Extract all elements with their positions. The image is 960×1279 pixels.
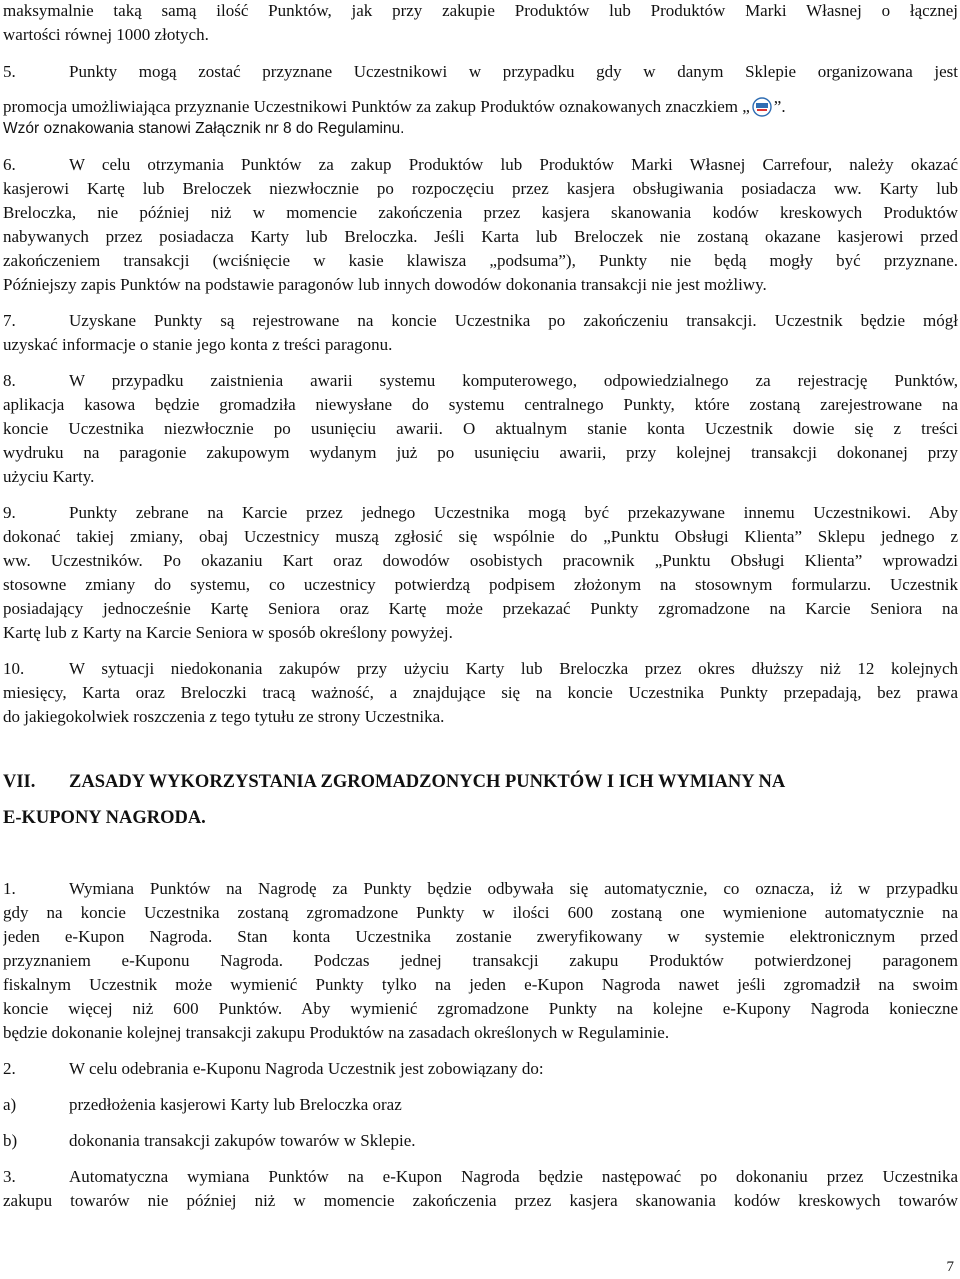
paragraph-8-line: koncie Uczestnika niezwłocznie po usunięciu awarii. O aktualnym stanie konta Uczestnik dowie się z treści: [3, 419, 958, 438]
paragraph-9-line: ww. Uczestników. Po okazaniu Kart oraz dowodów osobistych pracownik „Punktu Obsługi Klienta” wprowadzi: [3, 551, 958, 570]
paragraph-7-line: [3, 310, 958, 332]
paragraph-number: 9.: [3, 503, 16, 522]
list-item-b: [3, 1130, 958, 1152]
section-1-line: jeden e-Kupon Nagroda. Stan konta Uczestnika zostanie zweryfikowany w systemie elektronicznym przed: [3, 927, 958, 946]
text-line: maksymalnie taką samą ilość Punktów, jak przy zakupie Produktów lub Produktów Marki Własnej o łącznej: [3, 1, 958, 20]
paragraph-9-line: dokonać takiej zmiany, obaj Uczestnicy muszą zgłosić się wspólnie do „Punktu Obsługi Klienta” Sklepu jednego z: [3, 527, 958, 546]
text-span: ZASADY WYKORZYSTANIA ZGROMADZONYCH PUNKTÓW I ICH WYMIANY NA: [69, 772, 786, 792]
paragraph-10-line: do jakiegokolwiek roszczenia z tego tytułu ze strony Uczestnika.: [3, 707, 445, 726]
section-2-line: [3, 1058, 958, 1080]
page-number: 7: [946, 1259, 954, 1275]
paragraph-5-line: [3, 61, 958, 83]
text-span: Uzyskane Punkty są rejestrowane na koncie Uczestnika po zakończeniu transakcji. Uczestnik będzie mógł: [69, 311, 958, 330]
section-3-line: [3, 1166, 958, 1188]
paragraph-number: 7.: [3, 311, 16, 330]
list-item-a: [3, 1094, 958, 1116]
paragraph-10-line: miesięcy, Karta oraz Breloczki tracą ważność, a znajdujące się na koncie Uczestnika Punkty przepadają, bez prawa: [3, 683, 958, 702]
section-number: VII.: [3, 772, 36, 792]
section-1-line: koncie więcej niż 600 Punktów. Aby wymienić zgromadzone Punkty na kolejne e-Kupony Nagroda konieczne: [3, 999, 958, 1018]
paragraph-8-line: użyciu Karty.: [3, 467, 95, 486]
paragraph-8-line: [3, 370, 958, 392]
text-span: W sytuacji niedokonania zakupów przy użyciu Karty lub Breloczka przez okres dłuższy niż 12 kolejnych: [69, 659, 958, 678]
paragraph-8-line: aplikacja kasowa będzie gromadziła niewysłane do systemu centralnego Punkty, które zostaną zarejestrowane na: [3, 395, 958, 414]
paragraph-9-line: [3, 502, 958, 524]
section-1-line: będzie dokonanie kolejnej transakcji zakupu Produktów na zasadach określonych w Regulaminie.: [3, 1023, 670, 1042]
paragraph-number: 1.: [3, 879, 16, 898]
paragraph-6-line: Breloczka, nie później niż w momencie zakończenia przez kasjera skanowania kodów kreskowych Produktów: [3, 203, 958, 222]
paragraph-5-line: Wzór oznakowania stanowi Załącznik nr 8 do Regulaminu.: [3, 120, 405, 137]
list-label: b): [3, 1131, 18, 1150]
text-span: dokonania transakcji zakupów towarów w Sklepie.: [69, 1131, 416, 1150]
promo-mark-icon: [751, 97, 773, 117]
paragraph-number: 2.: [3, 1059, 16, 1078]
paragraph-6-line: zakończeniem transakcji (wciśnięcie w kasie klawisza „podsuma”), Punkty nie będą mogły być przyznane.: [3, 251, 958, 270]
section-1-line: [3, 878, 958, 900]
paragraph-6-line: kasjerowi Kartę lub Breloczek niezwłocznie po rozpoczęciu przez kasjera obsługiwania posiadacza ww. Karty lub: [3, 179, 958, 198]
paragraph-9-line: Kartę lub z Karty na Karcie Seniora w sposób określony powyżej.: [3, 623, 453, 642]
text-span: Automatyczna wymiana Punktów na e-Kupon Nagroda będzie następować po dokonaniu przez Uczestnika: [69, 1167, 958, 1186]
section-1-line: gdy na koncie Uczestnika zostaną zgromadzone Punkty w ilości 600 zostaną one wymienione automatycznie na: [3, 903, 958, 922]
text-span: przedłożenia kasjerowi Karty lub Breloczka oraz: [69, 1095, 402, 1114]
text-span: ”.: [773, 97, 786, 116]
paragraph-9-line: posiadający jednocześnie Kartę Seniora oraz Kartę może przekazać Punkty zgromadzone na Karcie Seniora na: [3, 599, 958, 618]
section-heading: [3, 770, 785, 794]
text-span: promocja umożliwiająca przyznanie Uczestnikowi Punktów za zakup Produktów oznakowanych znaczkiem „: [3, 97, 750, 116]
paragraph-9-line: stosowne zmiany do systemu, co uczestnicy potwierdzą podpisem złożonym na stosownym formularzu. Uczestnik: [3, 575, 958, 594]
section-heading: E-KUPONY NAGRODA.: [3, 808, 206, 828]
text-span: Punkty zebrane na Karcie przez jednego Uczestnika mogą być przekazywane innemu Uczestnikowi. Aby: [69, 503, 958, 522]
paragraph-number: 6.: [3, 155, 16, 174]
paragraph-number: 10.: [3, 659, 25, 678]
paragraph-6-line: [3, 154, 958, 176]
paragraph-8-line: wydruku na paragonie zakupowym wydanym już po usunięciu awarii, przy kolejnej transakcji dokonanej przy: [3, 443, 958, 462]
text-span: W przypadku zaistnienia awarii systemu komputerowego, odpowiedzialnego za rejestrację Punktów,: [69, 371, 958, 390]
section-3-line: zakupu towarów nie później niż w momencie zakończenia przez kasjera skanowania kodów kreskowych towarów: [3, 1191, 958, 1210]
paragraph-7-line: uzyskać informacje o stanie jego konta z treści paragonu.: [3, 335, 393, 354]
text-span: Punkty mogą zostać przyznane Uczestnikowi w przypadku gdy w danym Sklepie organizowana jest: [69, 62, 958, 81]
text-span: W celu otrzymania Punktów za zakup Produktów lub Produktów Marki Własnej Carrefour, należy okazać: [69, 155, 958, 174]
section-1-line: fiskalnym Uczestnik może wymienić Punkty tylko na jeden e-Kupon Nagroda nawet jeśli zgromadził na swoim: [3, 975, 958, 994]
paragraph-number: 3.: [3, 1167, 16, 1186]
paragraph-5-line: [3, 96, 958, 118]
text-span: W celu odebrania e-Kuponu Nagroda Uczestnik jest zobowiązany do:: [69, 1059, 544, 1078]
paragraph-6-line: Późniejszy zapis Punktów na podstawie paragonów lub innych dowodów dokonania transakcji nie jest możliwy.: [3, 275, 767, 294]
section-1-line: przyznaniem e-Kuponu Nagroda. Podczas jednej transakcji zakupu Produktów potwierdzonej paragonem: [3, 951, 958, 970]
paragraph-number: 8.: [3, 371, 16, 390]
text-span: Wymiana Punktów na Nagrodę za Punkty będzie odbywała się automatycznie, co oznacza, iż w przypadku: [69, 879, 958, 898]
text-line: wartości równej 1000 złotych.: [3, 25, 209, 44]
paragraph-10-line: [3, 658, 958, 680]
list-label: a): [3, 1095, 17, 1114]
paragraph-6-line: nabywanych przez posiadacza Karty lub Breloczka. Jeśli Karta lub Breloczek nie zostaną okazane kasjerowi przed: [3, 227, 958, 246]
paragraph-number: 5.: [3, 62, 16, 81]
